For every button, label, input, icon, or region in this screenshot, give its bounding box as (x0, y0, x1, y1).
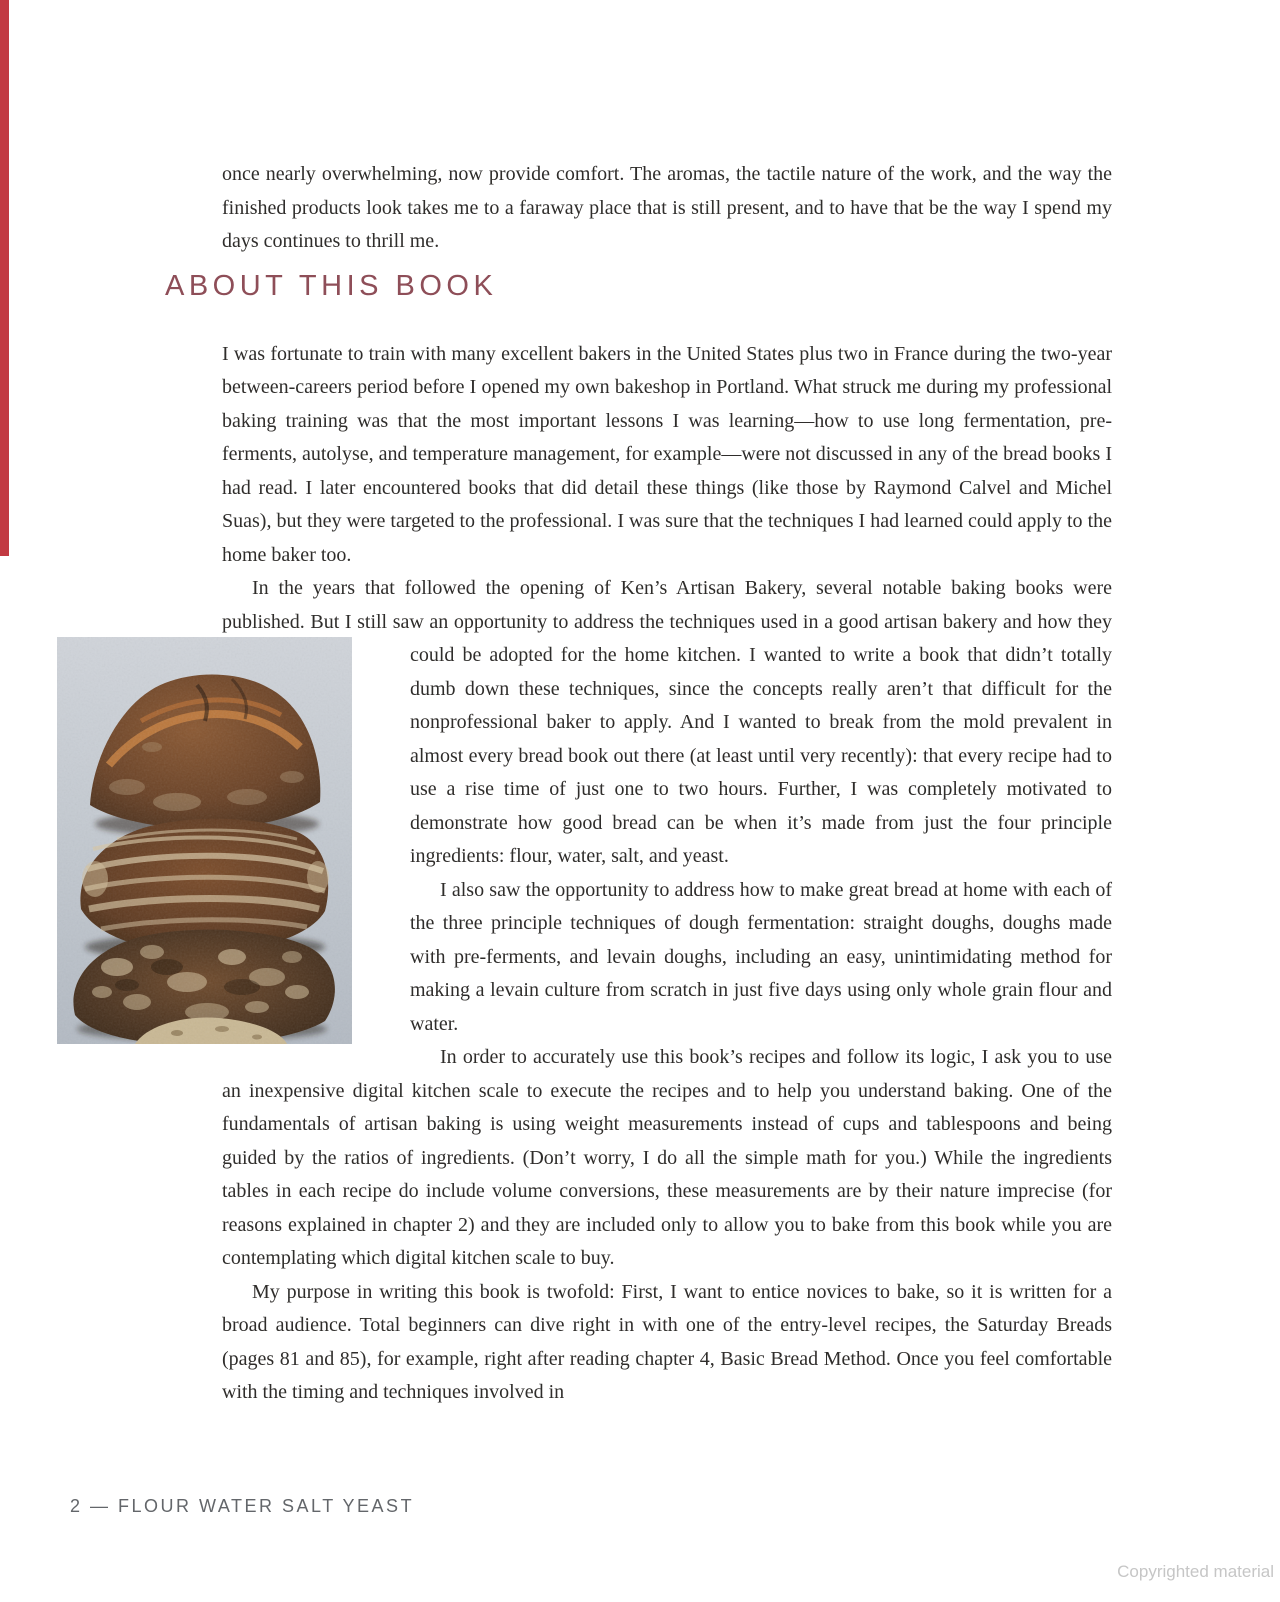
paragraph-2-before-photo: In the years that followed the opening of Ken’s Artisan Bakery, several notable baking books were published. But I still saw an opportunity to address the techniques used in a good artisan bakery and how they could be adopted for the home kitchen. I wanted to write a book (222, 577, 1112, 666)
bread-stack-photo (57, 637, 352, 1044)
paragraph-5: My purpose in writing this book is twofold: First, I want to entice novices to bake, so it is written for a broad audience. Total beginners can dive right in with one of the entry-level recipes, the Saturday Breads (pages 81 and 85), for example, right after reading chapter 4, Basic Bread Method. Once you feel comfortable with the timing and techniques involved in (222, 1280, 1112, 1403)
copyright-note: Copyrighted material (1117, 1562, 1274, 1581)
paragraph-2 (222, 572, 1112, 874)
bread-stack-illustration (57, 637, 352, 1044)
body-text-block (222, 338, 1112, 1410)
running-footer-page-label: 2 — FLOUR WATER SALT YEAST (70, 1496, 415, 1516)
section-heading: ABOUT THIS BOOK (165, 269, 498, 302)
intro-paragraph: once nearly overwhelming, now provide comfort. The aromas, the tactile nature of the work, and the way the finished products look takes me to a faraway place that is still present, and to have that be the way I spend my days continues to thrill me. (222, 163, 1112, 252)
paragraph-3: I also saw the opportunity to address how to make great bread at home with each of the three principle techniques of dough fermentation: straight doughs, doughs made with pre-ferments, and levain doughs, including an easy, unintimidating method for making a levain culture from scratch in just five days using only whole grain flour and water. (410, 878, 1112, 1035)
paragraph-1: I was fortunate to train with many excellent bakers in the United States plus two in France during the two-year between-careers period before I opened my own bakeshop in Portland. What struck me during my professional baking training was that the most important lessons I was learning—how to use long fermentation, pre-ferments, autolyse, and temperature management, for example—were not discussed in any of the bread books I had read. I later encountered books that did detail these things (like those by Raymond Calvel and Michel Suas), but they were targeted to the professional. I was sure that the techniques I had learned could apply to the home baker too. (222, 342, 1112, 566)
paragraph-4: In order to accurately use this book’s recipes and follow its logic, I ask you to use an inexpensive digital kitchen scale to execute the recipes and to help you understand baking. One of the fundamentals of artisan baking is using weight measurements instead of cups and tablespoons and being guided by the ratios of ingredients. (Don’t worry, I do all the simple math for you.) While the ingredients tables in each recipe do include volume conversions, these measurements are by their nature imprecise (for reasons explained in chapter 2) and they are included only to allow you to bake from this book while you are contemplating which digital kitchen scale to buy. (222, 1046, 1112, 1269)
paragraph-2-after-photo: that didn’t totally dumb down these techniques, since the concepts really aren’t that difficult for the nonprofessional baker to apply. And I wanted to break from the mold prevalent in almost every bread book out there (at least until very recently): that every recipe had to use a rise time of just one to two hours. Further, I was completely motivated to demonstrate how good bread can be when it’s made from just the four principle ingredients: flour, water, salt, and yeast. (410, 644, 1112, 867)
photo-grain-overlay (57, 637, 352, 1044)
